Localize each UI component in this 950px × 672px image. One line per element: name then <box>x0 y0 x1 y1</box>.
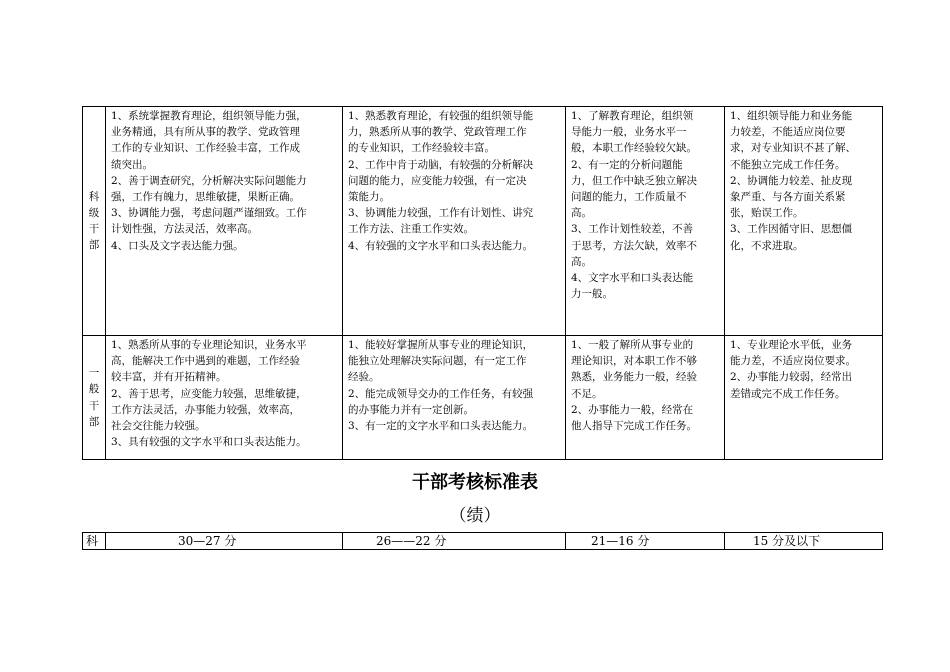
criteria-line: 业务精通，具有所从事的教学、党政管理 <box>111 126 300 139</box>
criteria-line: 3、具有较强的文字水平和口头表达能力。 <box>111 436 307 449</box>
criteria-cell <box>566 336 725 460</box>
criteria-table <box>82 106 883 460</box>
criteria-line: 张，贻误工作。 <box>730 207 804 220</box>
criteria-line: 般，本职工作经验较欠缺。 <box>571 142 697 155</box>
criteria-line: 2、协调能力较差、扯皮现 <box>730 174 853 187</box>
criteria-line: 化，不求进取。 <box>730 239 804 252</box>
criteria-line: 2、办事能力较弱，经常出 <box>730 371 853 384</box>
criteria-line: 力，熟悉所从事的教学、党政管理工作 <box>348 126 527 139</box>
criteria-line: 能独立处理解决实际问题，有一定工作 <box>348 355 527 368</box>
criteria-line: 问题的能力，工作质量不 <box>571 191 687 204</box>
criteria-line: 3、有一定的文字水平和口头表达能力。 <box>348 420 534 433</box>
criteria-line: 力一般。 <box>571 288 613 301</box>
criteria-line: 不能独立完成工作任务。 <box>730 158 846 171</box>
criteria-line: 高，能解决工作中遇到的难题，工作经验 <box>111 355 300 368</box>
criteria-line: 求，对专业知识不甚了解、 <box>730 142 856 155</box>
criteria-cell <box>106 336 343 460</box>
criteria-line: 2、办事能力一般，经常在 <box>571 403 694 416</box>
criteria-line: 社会交往能力较强。 <box>111 420 206 433</box>
criteria-line: 经验。 <box>348 371 380 384</box>
criteria-line: 较丰富，并有开拓精神。 <box>111 371 227 384</box>
row-label-general-staff: 一 般 干 部 <box>83 336 106 460</box>
criteria-line: 计划性强，方法灵活，效率高。 <box>111 223 258 236</box>
row-label-section-level: 科 级 干 部 <box>83 107 106 336</box>
criteria-cell <box>343 336 566 460</box>
page-title: 干部考核标准表 <box>412 472 538 493</box>
criteria-line: 2、善于思考，应变能力较强，思维敏捷， <box>111 387 307 400</box>
score-cell: 26——22 分 <box>343 533 566 550</box>
criteria-line: 工作方法灵活，办事能力较强，效率高， <box>111 403 300 416</box>
criteria-line: 3、工作因循守旧、思想僵 <box>730 223 853 236</box>
criteria-cell <box>725 336 883 460</box>
criteria-line: 问题的能力，应变能力较强，有一定决 <box>348 174 527 187</box>
criteria-line: 4、口头及文字表达能力强。 <box>111 239 244 252</box>
criteria-line: 1、熟悉所从事的专业理论知识，业务水平 <box>111 339 307 351</box>
criteria-line: 强，工作有魄力，思维敏捷，果断正确。 <box>111 191 300 204</box>
criteria-line: 3、协调能力较强，工作有计划性、讲究 <box>348 207 534 220</box>
table-row <box>83 336 883 460</box>
criteria-line: 的专业知识，工作经验较丰富。 <box>348 142 495 155</box>
criteria-line: 熟悉，业务能力一般，经验 <box>571 371 697 384</box>
criteria-cell <box>343 107 566 336</box>
score-cell: 21—16 分 <box>566 533 725 550</box>
criteria-cell <box>566 107 725 336</box>
page-subtitle: （绩） <box>449 506 501 526</box>
criteria-line: 1、组织领导能力和业务能 <box>730 110 853 122</box>
criteria-line: 的办事能力并有一定创新。 <box>348 403 474 416</box>
criteria-line: 象严重、与各方面关系紧 <box>730 191 846 204</box>
criteria-line: 能力差，不适应岗位要求。 <box>730 355 856 368</box>
criteria-line: 1、熟悉教育理论，有较强的组织领导能 <box>348 110 534 122</box>
criteria-cell <box>106 107 343 336</box>
criteria-line: 高。 <box>571 255 592 268</box>
score-cell: 30—27 分 <box>106 533 343 550</box>
criteria-line: 理论知识，对本职工作不够 <box>571 355 697 368</box>
criteria-line: 策能力。 <box>348 191 390 204</box>
criteria-line: 他人指导下完成工作任务。 <box>571 420 697 433</box>
criteria-cell <box>725 107 883 336</box>
criteria-line: 3、协调能力强，考虑问题严谨细致。工作 <box>111 207 307 220</box>
criteria-line: 2、能完成领导交办的工作任务，有较强 <box>348 387 534 400</box>
score-cell: 15 分及以下 <box>725 533 883 550</box>
criteria-line: 4、有较强的文字水平和口头表达能力。 <box>348 239 534 252</box>
criteria-line: 2、有一定的分析问题能 <box>571 158 683 171</box>
criteria-line: 不足。 <box>571 387 603 400</box>
criteria-line: 3、工作计划性较差，不善 <box>571 223 694 236</box>
criteria-line: 力较差，不能适应岗位要 <box>730 126 846 139</box>
criteria-line: 2、工作中肯于动脑，有较强的分析解决 <box>348 158 534 171</box>
criteria-line: 差错或完不成工作任务。 <box>730 387 846 400</box>
criteria-line: 力，但工作中缺乏独立解决 <box>571 174 697 187</box>
criteria-line: 高。 <box>571 207 592 220</box>
table-row <box>83 533 883 550</box>
criteria-line: 工作方法、注重工作实效。 <box>348 223 474 236</box>
criteria-line: 绩突出。 <box>111 158 153 171</box>
criteria-line: 于思考，方法欠缺，效率不 <box>571 239 697 252</box>
score-table <box>82 532 883 550</box>
criteria-line: 4、文字水平和口头表达能 <box>571 272 694 285</box>
criteria-line: 1、了解教育理论，组织领 <box>571 110 694 122</box>
criteria-line: 1、一般了解所从事专业的 <box>571 339 694 351</box>
score-row-label: 科 <box>83 533 106 550</box>
table-row <box>83 107 883 336</box>
criteria-line: 工作的专业知识、工作经验丰富，工作成 <box>111 142 300 155</box>
criteria-line: 1、专业理论水平低，业务 <box>730 339 853 351</box>
criteria-line: 1、系统掌握教育理论，组织领导能力强， <box>111 110 307 122</box>
criteria-line: 1、能较好掌握所从事专业的理论知识， <box>348 339 534 351</box>
criteria-line: 导能力一般，业务水平一 <box>571 126 687 139</box>
criteria-line: 2、善于调查研究，分析解决实际问题能力 <box>111 174 307 187</box>
